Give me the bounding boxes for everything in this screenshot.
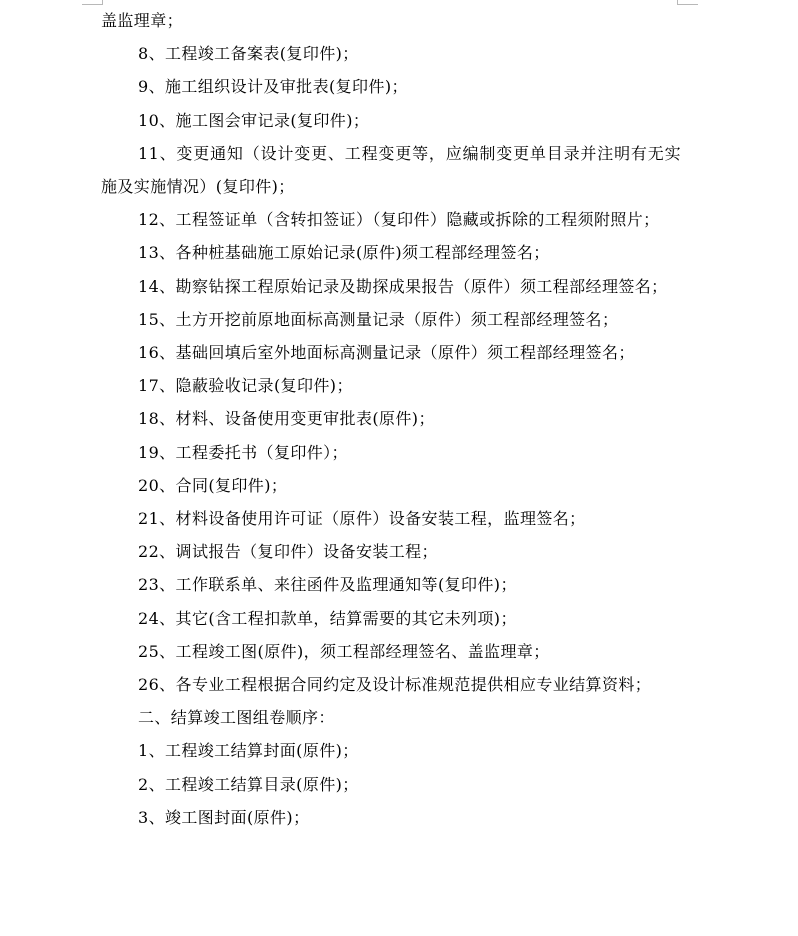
section-heading: 二、结算竣工图组卷顺序： bbox=[138, 708, 335, 728]
page-corner-mark-left bbox=[82, 0, 103, 5]
list-item: 21、材料设备使用许可证（原件）设备安装工程，监理签名； bbox=[138, 509, 586, 529]
list-item: 9、施工组织设计及审批表(复印件)； bbox=[138, 77, 408, 97]
list-item: 12、工程签证单（含转扣签证）（复印件）隐藏或拆除的工程须附照片； bbox=[138, 210, 660, 230]
list-item: 23、工作联系单、来往函件及监理通知等(复印件)； bbox=[138, 575, 517, 595]
list-item: 10、施工图会审记录(复印件)； bbox=[138, 110, 370, 130]
list-item: 3、竣工图封面(原件)； bbox=[138, 807, 310, 827]
list-item: 16、基础回填后室外地面标高测量记录（原件）须工程部经理签名； bbox=[138, 343, 635, 363]
list-item: 8、工程竣工备案表(复印件)； bbox=[138, 44, 359, 64]
list-item: 13、各种桩基础施工原始记录(原件)须工程部经理签名； bbox=[138, 243, 550, 263]
list-item: 19、工程委托书（复印件）； bbox=[138, 442, 348, 462]
list-item: 14、勘察钻探工程原始记录及勘探成果报告（原件）须工程部经理签名； bbox=[138, 276, 668, 296]
list-item: 15、土方开挖前原地面标高测量记录（原件）须工程部经理签名； bbox=[138, 309, 619, 329]
list-item: 20、合同(复印件)； bbox=[138, 475, 288, 495]
list-item: 18、材料、设备使用变更审批表(原件)； bbox=[138, 409, 435, 429]
document-body bbox=[101, 0, 681, 834]
list-item: 1、工程竣工结算封面(原件)； bbox=[138, 741, 359, 761]
list-item: 22、调试报告（复印件）设备安装工程； bbox=[138, 542, 438, 562]
list-item: 2、工程竣工结算目录(原件)； bbox=[138, 774, 359, 794]
list-item: 26、各专业工程根据合同约定及设计标准规范提供相应专业结算资料； bbox=[138, 675, 652, 695]
paragraph: 盖监理章； bbox=[101, 11, 184, 30]
list-item: 11、变更通知（设计变更、工程变更等，应编制变更单目录并注明有无实施及实施情况）(复印件)； bbox=[101, 143, 681, 197]
list-item: 17、隐蔽验收记录(复印件)； bbox=[138, 376, 353, 396]
list-item: 25、工程竣工图(原件)，须工程部经理签名、盖监理章； bbox=[138, 641, 550, 661]
list-item: 24、其它(含工程扣款单，结算需要的其它未列项)； bbox=[138, 608, 517, 628]
